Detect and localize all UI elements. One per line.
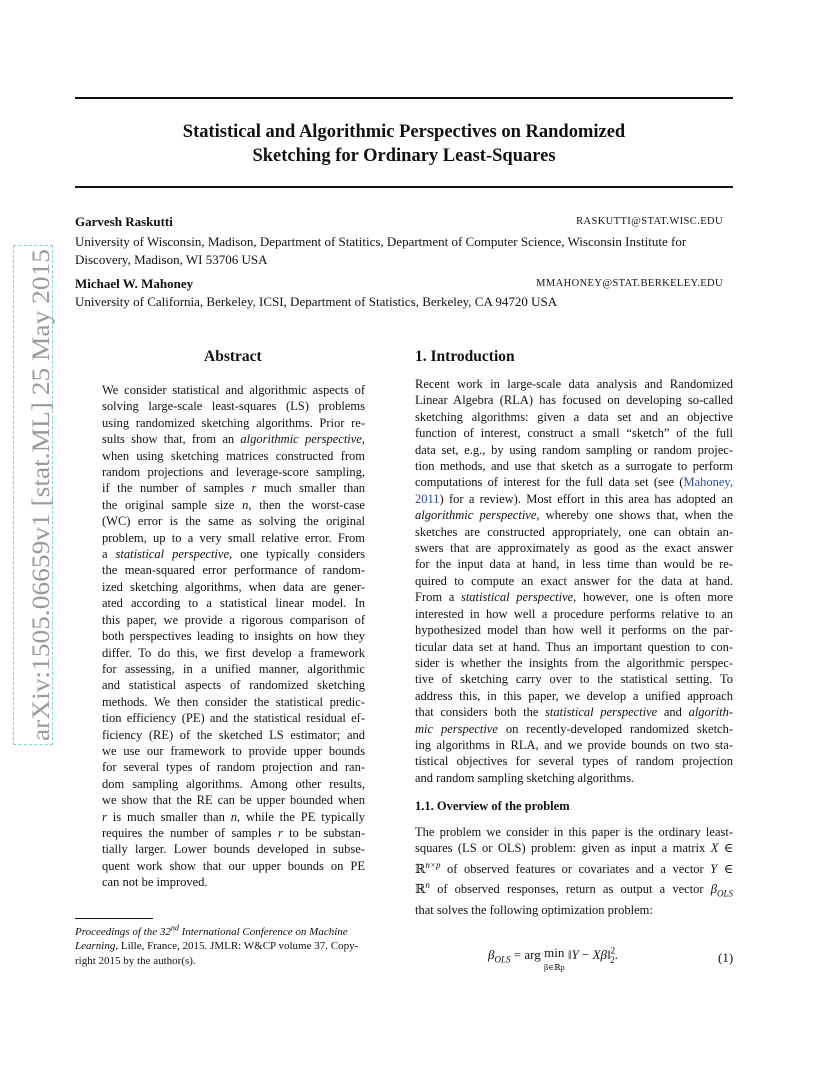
intro-body-line: computations of interest for the full data set (see (Mahoney, xyxy=(415,475,733,490)
footnote-line: Proceedings of the 32nd International Conference on Machine xyxy=(75,923,348,938)
abstract-body-line: (WC) error is the same as solving the original xyxy=(102,514,365,529)
abstract-body-line: the original sample size n, then the worst-case xyxy=(102,497,365,512)
title-line-2: Sketching for Ordinary Least-Squares xyxy=(252,146,556,166)
abstract-body-line: a statistical perspective, one typically considers xyxy=(102,547,366,562)
intro-body-line: 2011) for a review). Most effort in this area has adopted an xyxy=(415,491,733,506)
intro-body-line: data set, e.g., by using random sampling or random projec- xyxy=(415,442,733,457)
equation-1 xyxy=(488,946,618,974)
abstract-body-line: methods. We then consider the statistical predic- xyxy=(102,694,365,709)
abstract-body-line: differ. To do this, we first develop a framework xyxy=(102,645,365,660)
overview-body-line: ℝ$^n$ of observed responses, return as output a vector $\beta_{OLS}$ xyxy=(415,880,733,900)
overview-body-line: The problem we consider in this paper is the ordinary least- xyxy=(415,825,733,839)
intro-body-line: tistical objectives for several types of random projection xyxy=(415,754,733,769)
affiliation-2-line-1: University of California, Berkeley, ICSI, Department of Statistics, Berkeley, CA 94720 USA xyxy=(75,294,558,309)
affiliation-1-line-2: Discovery, Madison, WI 53706 USA xyxy=(75,251,268,267)
arxiv-stamp-text: arXiv:1505.06659v1 [stat.ML] 25 May 2015 xyxy=(28,292,55,741)
paper-title xyxy=(75,120,733,168)
abstract-body-line: tion efficiency (PE) and the statistical residual ef- xyxy=(102,711,365,726)
abstract-body-line: requires the number of samples r to be substan- xyxy=(102,825,365,840)
abstract-body xyxy=(102,382,365,891)
footnote-line: Learning, Lille, France, 2015. JMLR: W&CP volume 37. Copy- xyxy=(75,940,359,953)
author-email-1: RASKUTTI@STAT.WISC.EDU xyxy=(576,216,723,227)
intro-body-line: interested in how well a procedure performs relative to an xyxy=(415,606,733,621)
intro-body-line: hypothesized model than how well it performs on the par- xyxy=(415,623,733,638)
abstract-body-line: ated according to a statistical linear model. In xyxy=(102,596,365,611)
equation-1-number: (1) xyxy=(718,950,734,965)
citation-link[interactable]: Mahoney, xyxy=(683,475,733,490)
intro-body-line: algorithmic perspective, whereby one shows that, when the xyxy=(415,508,733,523)
title-top-rule xyxy=(75,97,733,99)
overview-body-line: that solves the following optimization problem: xyxy=(415,903,653,918)
intro-body-line: mic perspective on recently-developed randomized sketch- xyxy=(415,721,734,736)
intro-body-line: sider is whether the insights from the algorithmic perspec- xyxy=(415,655,733,670)
abstract-body-line: this paper, we provide a rigorous comparison of xyxy=(102,612,365,627)
abstract-body-line: we show that the RE can be upper bounded when xyxy=(102,793,365,808)
intro-body-line: ticular data set at hand. Thus an important question to con- xyxy=(415,639,733,654)
intro-body-line: that considers both the statistical perspective and algorith- xyxy=(415,705,734,720)
abstract-body-line: We consider statistical and algorithmic aspects of xyxy=(102,383,365,397)
author-block-2 xyxy=(75,275,733,293)
overview-body-line: squares (LS or OLS) problem: given as input a matrix X ∈ xyxy=(415,841,733,856)
introduction-heading: 1. Introduction xyxy=(415,348,515,365)
footnote-rule xyxy=(75,918,153,919)
author-name-2: Michael W. Mahoney xyxy=(75,276,194,291)
abstract-body-line: using randomized sketching algorithms. Prior re- xyxy=(102,415,365,430)
intro-body-line: function of interest, construct a small “sketch” of the full xyxy=(415,426,733,441)
title-bottom-rule xyxy=(75,186,733,188)
abstract-body-line: for several types of random projection and ran- xyxy=(102,760,365,775)
abstract-body-line: can not be improved. xyxy=(102,875,208,890)
abstract-heading: Abstract xyxy=(204,348,262,365)
abstract-body-line: solving large-scale least-squares (LS) problems xyxy=(102,399,365,414)
abstract-body-line: dom sampling algorithms. Among other results, xyxy=(102,776,365,791)
citation-link-year[interactable]: 2011 xyxy=(415,491,440,506)
equation-1-body: $\beta_{OLS}$ = arg min β∈ℝp ‖Y − Xβ‖$^2_2$. xyxy=(488,945,618,972)
abstract-body-line: ized sketching algorithms, when data are gener- xyxy=(102,579,365,594)
arxiv-stamp-svg xyxy=(5,245,60,745)
equation-1-subscript: β∈ℝp xyxy=(543,963,565,972)
overview-body xyxy=(415,824,733,919)
affiliation-1-line-1: University of Wisconsin, Madison, Department of Statitics, Department of Computer Science, Wisconsin Institute for xyxy=(75,234,687,249)
intro-body-line: sketching algorithms: given a data set and an objective xyxy=(415,409,733,424)
abstract-body-line: problem, up to a very small relative error. From xyxy=(102,530,365,545)
intro-body-line: sketches are constructed appropriately, one can obtain an- xyxy=(415,524,733,539)
author-email-2: MMAHONEY@STAT.BERKELEY.EDU xyxy=(536,278,723,289)
intro-body-line: ing algorithms in RLA, and we provide bounds on two sta- xyxy=(415,737,733,752)
intro-body-line: address this, in this paper, we develop a unified approach xyxy=(415,688,733,703)
intro-body-line: From a statistical perspective, however, one is often more xyxy=(415,590,734,605)
overview-body-line: ℝ$^{n\times p}$ of observed features or covariates and a vector Y ∈ xyxy=(415,859,733,876)
abstract-body-line: quent work show that our upper bounds on PE xyxy=(102,858,365,873)
abstract-body-line: we use our framework to provide upper bounds xyxy=(102,743,365,758)
intro-body-line: tive of sketching carry over to the statistical setting. To xyxy=(415,672,733,687)
abstract-body-line: r is much smaller than n, while the PE typically xyxy=(102,809,365,824)
intro-body-line: quired to compute an exact answer for the data at hand. xyxy=(415,573,733,588)
abstract-body-line: and statistical aspects of randomized sketching xyxy=(102,678,365,693)
abstract-body-line: for assessing, in a unified manner, algorithmic xyxy=(102,661,365,676)
footnote xyxy=(75,921,400,968)
abstract-body-line: random projections and leverage-score sampling, xyxy=(102,465,365,480)
abstract-body-line: the mean-squared error performance of random- xyxy=(102,563,365,578)
intro-body-line: and random sampling sketching algorithms. xyxy=(415,770,635,785)
abstract-body-line: if the number of samples r much smaller than xyxy=(102,481,365,496)
abstract-body-line: when using sketching matrices constructed from xyxy=(102,448,365,463)
footnote-line: right 2015 by the author(s). xyxy=(75,954,196,967)
intro-body-line: for the input data at hand, in less time than would be re- xyxy=(415,557,733,572)
arxiv-stamp xyxy=(5,245,60,745)
intro-body-line: tion methods, and use that sketch as a surrogate to perform xyxy=(415,459,733,474)
author-affiliation-1 xyxy=(75,233,735,268)
abstract-body-line: sults show that, from an algorithmic perspective, xyxy=(102,432,365,447)
intro-body-line: swers that are approximately as good as the exact answer xyxy=(415,541,733,556)
author-block-1 xyxy=(75,213,733,231)
author-name-1: Garvesh Raskutti xyxy=(75,214,173,229)
abstract-body-line: ficiency (RE) of the sketched LS estimator; and xyxy=(102,727,365,742)
intro-body-line: Recent work in large-scale data analysis and Randomized xyxy=(415,377,733,391)
introduction-body xyxy=(415,376,733,786)
author-affiliation-2 xyxy=(75,293,735,311)
intro-body-line: Linear Algebra (RLA) has focused on developing so-called xyxy=(415,393,733,408)
abstract-body-line: tially larger. Lower bounds developed in subse- xyxy=(102,842,365,857)
title-line-1: Statistical and Algorithmic Perspectives on Randomized xyxy=(182,122,626,142)
overview-heading: 1.1. Overview of the problem xyxy=(415,799,570,813)
abstract-body-line: both perspectives leading to insights on how they xyxy=(102,629,365,644)
